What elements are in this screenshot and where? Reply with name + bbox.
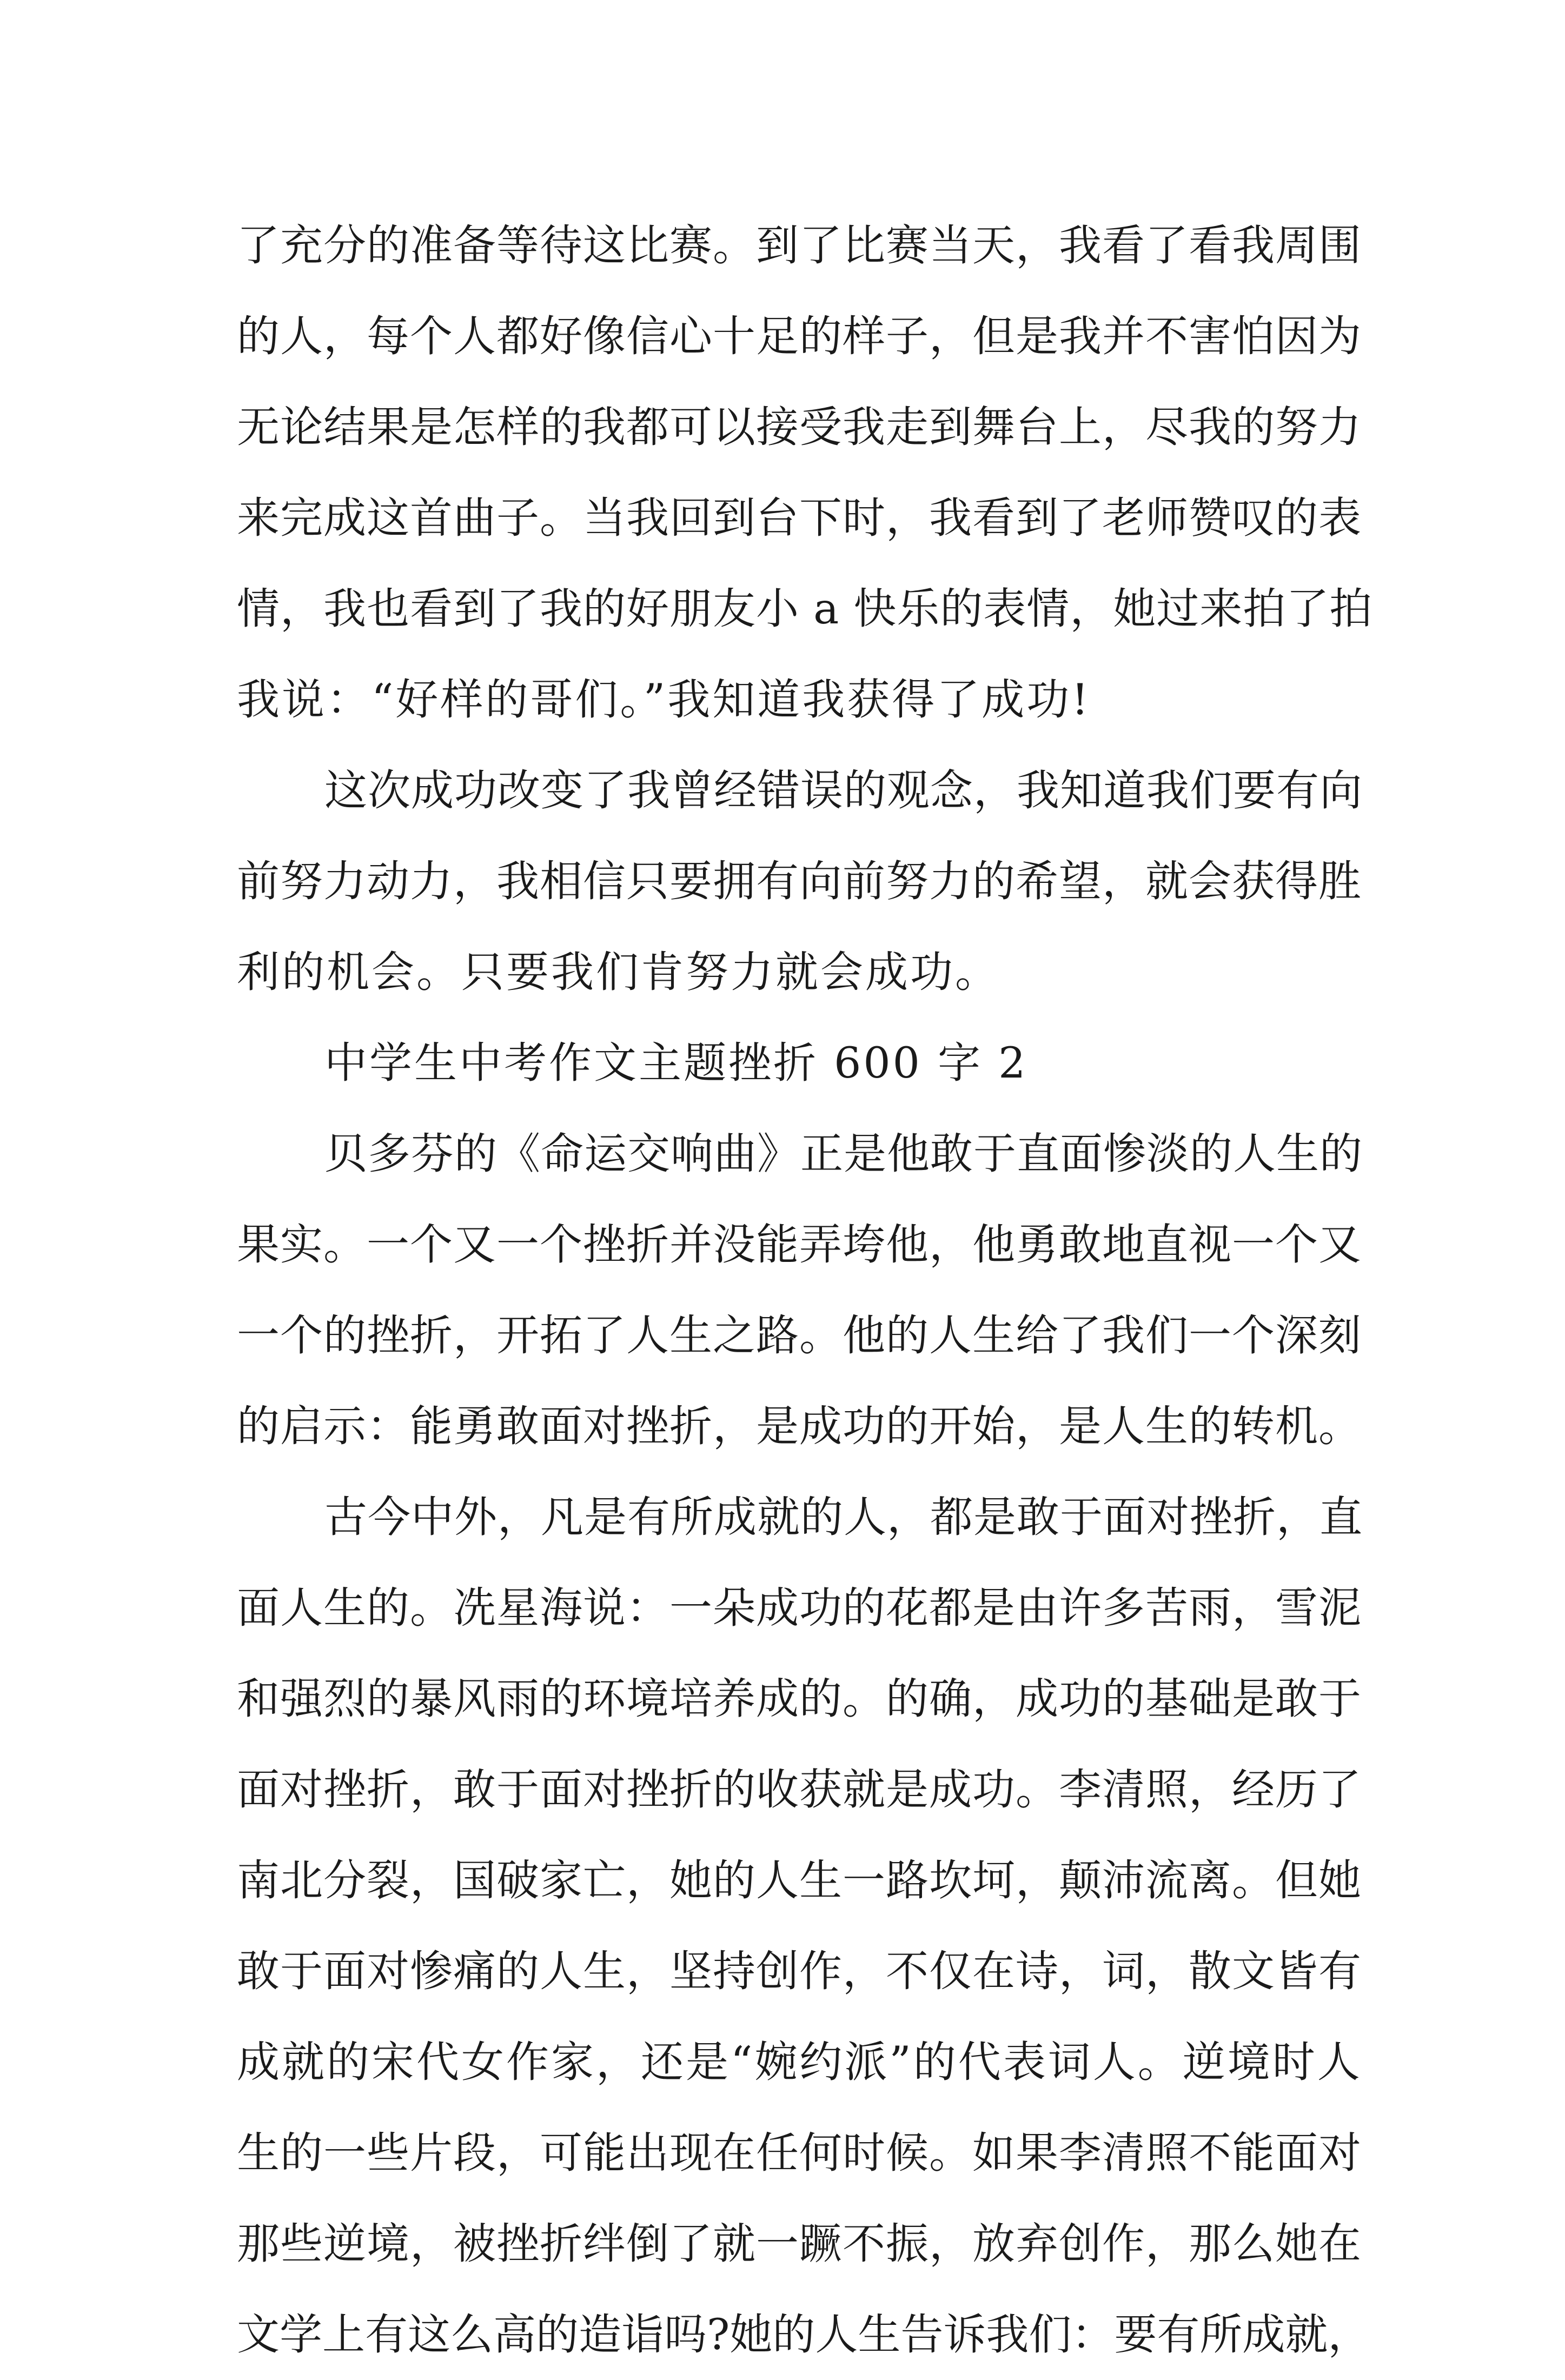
text-line: 面人生的。冼星海说：一朵成功的花都是由许多苦雨，雪泥 <box>237 1583 1362 1633</box>
text-line: 情，我也看到了我的好朋友小 a 快乐的表情，她过来拍了拍 <box>237 584 1373 634</box>
text-line: 无论结果是怎样的我都可以接受我走到舞台上，尽我的努力 <box>237 402 1362 452</box>
text-line: 的人，每个人都好像信心十足的样子，但是我并不害怕因为 <box>237 311 1362 361</box>
paragraph-start-line: 古今中外，凡是有所成就的人，都是敢于面对挫折，直 <box>324 1492 1363 1542</box>
text-line: 和强烈的暴风雨的环境培养成的。的确，成功的基础是敢于 <box>237 1674 1362 1724</box>
text-line: 南北分裂，国破家亡，她的人生一路坎坷，颠沛流离。但她 <box>237 1856 1362 1905</box>
text-line: 我说：“好样的哥们。”我知道我获得了成功! <box>237 675 1091 724</box>
paragraph-start-line: 这次成功改变了我曾经错误的观念，我知道我们要有向 <box>324 766 1363 815</box>
text-line: 文学上有这么高的造诣吗?她的人生告诉我们：要有所成就， <box>237 2310 1371 2359</box>
text-line: 生的一些片段，可能出现在任何时候。如果李清照不能面对 <box>237 2128 1362 2178</box>
text-line: 前努力动力，我相信只要拥有向前努力的希望，就会获得胜 <box>237 856 1362 906</box>
text-line: 那些逆境，被挫折绊倒了就一蹶不振，放弃创作，那么她在 <box>237 2219 1362 2269</box>
text-line: 一个的挫折，开拓了人生之路。他的人生给了我们一个深刻 <box>237 1311 1362 1360</box>
text-line: 果实。一个又一个挫折并没能弄垮他，他勇敢地直视一个又 <box>237 1220 1362 1269</box>
document-body <box>237 200 1373 2380</box>
text-line: 来完成这首曲子。当我回到台下时，我看到了老师赞叹的表 <box>237 493 1362 543</box>
section-heading: 中学生中考作文主题挫折 600 字 2 <box>324 1038 1028 1088</box>
paragraph-start-line: 贝多芬的《命运交响曲》正是他敢于直面惨淡的人生的 <box>324 1129 1363 1179</box>
text-line: 了充分的准备等待这比赛。到了比赛当天，我看了看我周围 <box>237 221 1362 270</box>
text-line: 利的机会。只要我们肯努力就会成功。 <box>237 947 1000 997</box>
text-line: 面对挫折，敢于面对挫折的收获就是成功。李清照，经历了 <box>237 1765 1362 1814</box>
text-line: 成就的宋代女作家，还是“婉约派”的代表词人。逆境时人 <box>237 2037 1362 2087</box>
text-line: 的启示：能勇敢面对挫折，是成功的开始，是人生的转机。 <box>237 1401 1362 1451</box>
text-line: 敢于面对惨痛的人生，坚持创作，不仅在诗，词，散文皆有 <box>237 1946 1362 1996</box>
